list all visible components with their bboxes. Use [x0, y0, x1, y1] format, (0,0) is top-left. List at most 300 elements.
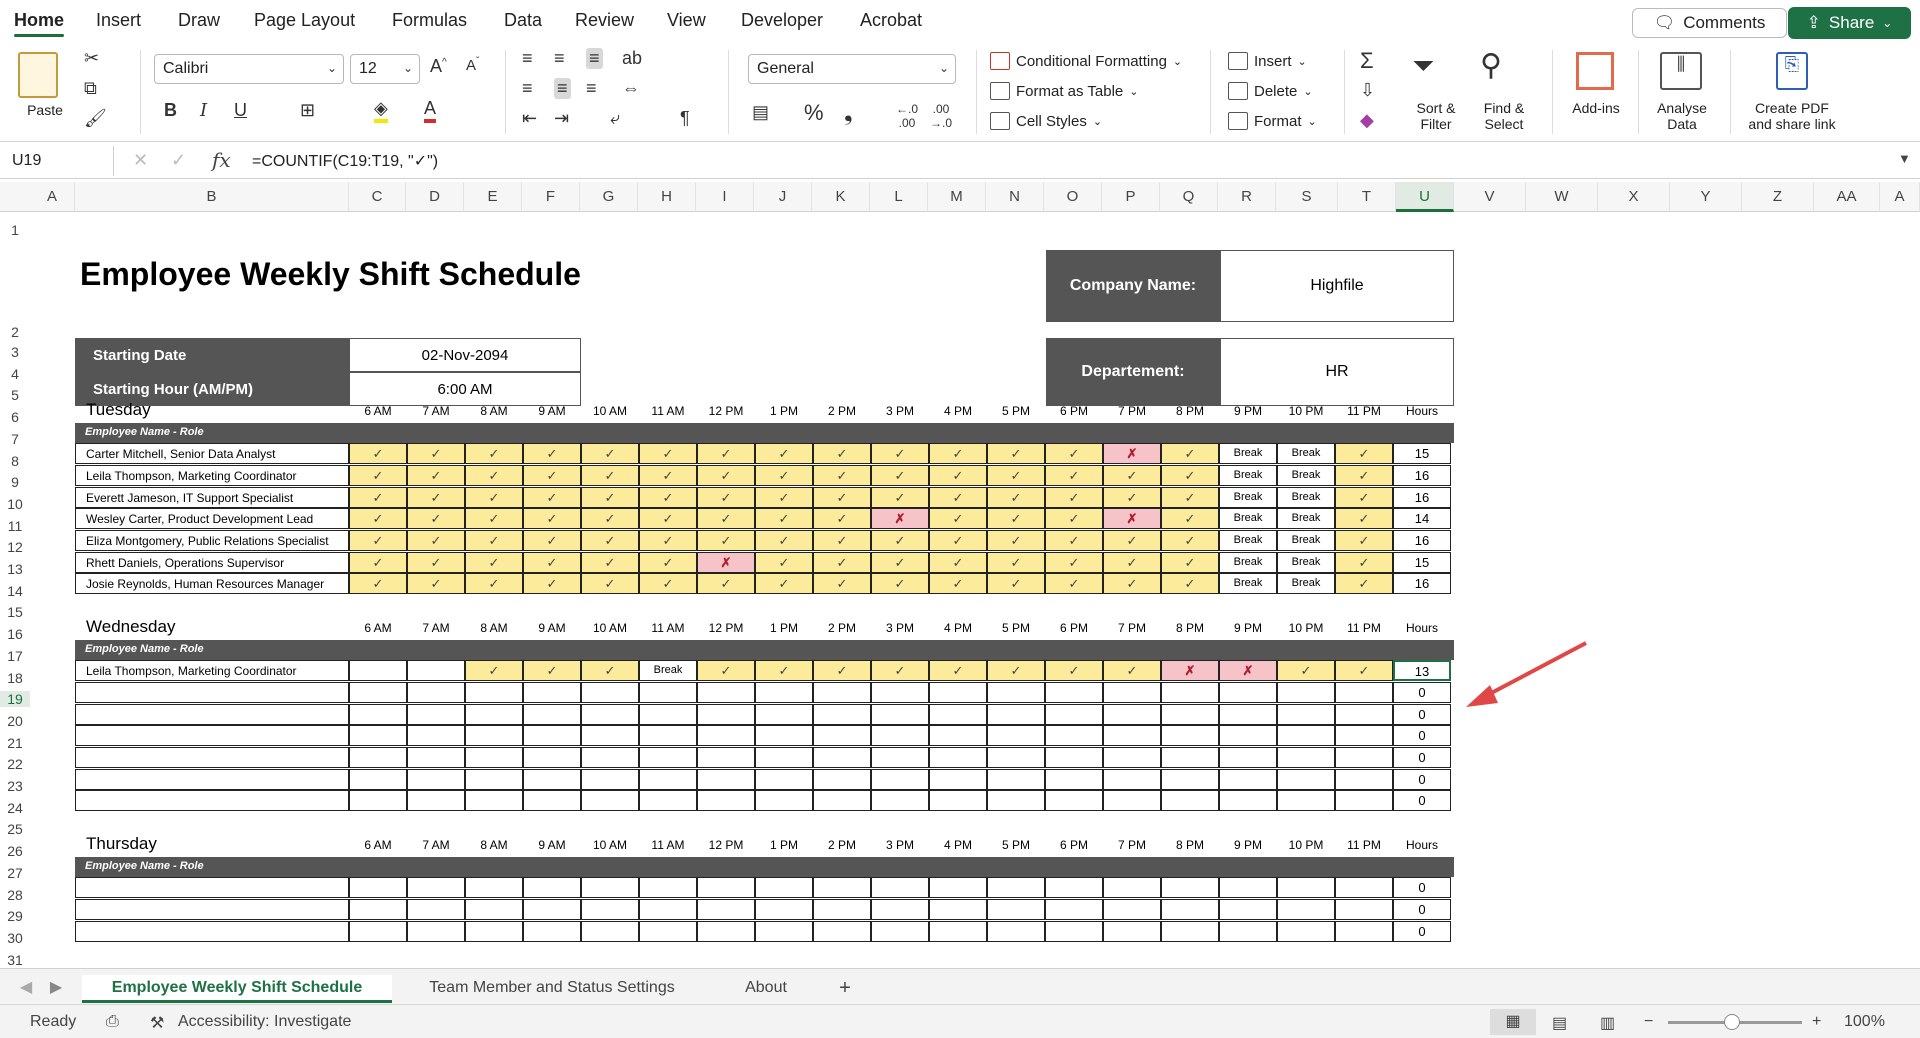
row-header-31[interactable]: 31 — [7, 951, 23, 968]
hours-total-cell[interactable]: 16 — [1393, 530, 1451, 551]
shift-slot-cell[interactable]: ✓ — [813, 443, 871, 464]
fill-color-icon[interactable]: ◈ — [374, 98, 388, 123]
shift-slot-cell[interactable]: ✓ — [349, 530, 407, 551]
merge-icon[interactable]: ⇔ — [622, 78, 640, 98]
column-header-q[interactable]: Q — [1160, 182, 1218, 212]
shift-slot-cell[interactable] — [1161, 747, 1219, 768]
shift-slot-cell[interactable]: ✓ — [1045, 465, 1103, 486]
row-header-27[interactable]: 27 — [7, 864, 23, 881]
shift-slot-cell[interactable] — [987, 769, 1045, 790]
shift-slot-cell[interactable]: ✓ — [697, 573, 755, 594]
shift-slot-cell[interactable]: ✓ — [349, 552, 407, 573]
shift-slot-cell[interactable]: ✓ — [407, 530, 465, 551]
shift-slot-cell[interactable]: ✓ — [465, 443, 523, 464]
shift-slot-cell[interactable] — [755, 704, 813, 725]
employee-name-cell[interactable]: Carter Mitchell, Senior Data Analyst — [75, 443, 349, 464]
employee-name-cell[interactable]: Rhett Daniels, Operations Supervisor — [75, 552, 349, 573]
shift-slot-cell[interactable]: ✓ — [1161, 465, 1219, 486]
shift-slot-cell[interactable] — [871, 899, 929, 920]
column-header-s[interactable]: S — [1276, 182, 1338, 212]
shift-slot-cell[interactable]: ✓ — [581, 530, 639, 551]
shift-slot-cell[interactable]: Break — [639, 660, 697, 681]
shift-slot-cell[interactable] — [581, 747, 639, 768]
shift-slot-cell[interactable]: ✓ — [1045, 487, 1103, 508]
column-header-u[interactable]: U — [1396, 182, 1454, 212]
hours-total-cell[interactable]: 15 — [1393, 552, 1451, 573]
analyse-data-label-1[interactable]: Analyse — [1657, 100, 1707, 116]
shift-slot-cell[interactable]: ✓ — [987, 465, 1045, 486]
shift-slot-cell[interactable] — [407, 921, 465, 942]
accessibility-status[interactable]: Accessibility: Investigate — [178, 1013, 352, 1030]
tab-insert[interactable]: Insert — [96, 10, 142, 30]
increase-decimal-icon[interactable]: ←.0 .00 — [896, 102, 919, 130]
percent-icon[interactable]: % — [804, 100, 824, 125]
shift-slot-cell[interactable] — [929, 747, 987, 768]
shift-slot-cell[interactable]: ✓ — [639, 443, 697, 464]
shift-slot-cell[interactable]: ✓ — [1335, 660, 1393, 681]
shift-slot-cell[interactable] — [407, 704, 465, 725]
shift-slot-cell[interactable] — [871, 682, 929, 703]
page-break-view-icon[interactable]: ▥ — [1600, 1015, 1616, 1032]
zoom-level[interactable]: 100% — [1844, 1013, 1885, 1030]
shift-slot-cell[interactable]: ✓ — [639, 530, 697, 551]
shift-slot-cell[interactable] — [1219, 725, 1277, 746]
formula-input[interactable]: =COUNTIF(C19:T19, "✓") — [252, 153, 439, 170]
row-header-22[interactable]: 22 — [7, 756, 23, 773]
row-header-18[interactable]: 18 — [7, 669, 23, 686]
shift-slot-cell[interactable]: ✓ — [987, 487, 1045, 508]
shift-slot-cell[interactable] — [639, 921, 697, 942]
hours-total-cell[interactable]: 0 — [1393, 682, 1451, 703]
tab-formulas[interactable]: Formulas — [392, 10, 468, 30]
shift-slot-cell[interactable]: ✓ — [987, 443, 1045, 464]
add-sheet-button[interactable]: + — [839, 977, 851, 999]
shift-slot-cell[interactable]: ✓ — [523, 530, 581, 551]
find-select-label-2[interactable]: Select — [1484, 116, 1524, 132]
column-header-v[interactable]: V — [1454, 182, 1526, 212]
shift-slot-cell[interactable] — [813, 877, 871, 898]
shift-slot-cell[interactable]: ✓ — [465, 573, 523, 594]
fill-icon[interactable]: ⇩ — [1360, 80, 1376, 100]
employee-name-cell[interactable]: Josie Reynolds, Human Resources Manager — [75, 573, 349, 594]
shift-slot-cell[interactable] — [581, 704, 639, 725]
employee-name-cell[interactable]: Leila Thompson, Marketing Coordinator — [75, 465, 349, 486]
shift-slot-cell[interactable]: ✓ — [523, 573, 581, 594]
shift-slot-cell[interactable] — [407, 877, 465, 898]
shift-slot-cell[interactable] — [1277, 725, 1335, 746]
shift-slot-cell[interactable] — [1161, 899, 1219, 920]
shift-slot-cell[interactable]: ✓ — [755, 465, 813, 486]
conditional-formatting-button[interactable] — [990, 52, 1182, 70]
shift-slot-cell[interactable]: ✓ — [465, 660, 523, 681]
shift-slot-cell[interactable]: ✗ — [1219, 660, 1277, 681]
hours-total-cell[interactable]: 0 — [1393, 769, 1451, 790]
column-header-r[interactable]: R — [1218, 182, 1276, 212]
shift-slot-cell[interactable] — [1103, 682, 1161, 703]
shift-slot-cell[interactable]: ✓ — [1335, 508, 1393, 529]
shift-slot-cell[interactable]: Break — [1219, 573, 1277, 594]
shift-slot-cell[interactable]: ✓ — [1103, 465, 1161, 486]
shift-slot-cell[interactable]: ✓ — [349, 443, 407, 464]
shift-slot-cell[interactable]: ✓ — [465, 508, 523, 529]
shift-slot-cell[interactable]: ✓ — [1103, 530, 1161, 551]
align-top-icon[interactable]: ≡ — [522, 48, 533, 68]
sheet-tab-3[interactable]: About — [745, 979, 787, 996]
shift-slot-cell[interactable]: ✓ — [755, 530, 813, 551]
shift-slot-cell[interactable] — [1335, 921, 1393, 942]
shift-slot-cell[interactable] — [1277, 682, 1335, 703]
share-button[interactable] — [1788, 7, 1911, 39]
tab-acrobat[interactable]: Acrobat — [860, 10, 923, 30]
increase-font-icon[interactable]: A^ — [430, 56, 447, 76]
shift-slot-cell[interactable] — [755, 725, 813, 746]
sort-filter-icon[interactable]: ⏷ — [1412, 50, 1435, 81]
shift-slot-cell[interactable]: Break — [1219, 508, 1277, 529]
shift-slot-cell[interactable] — [1161, 682, 1219, 703]
employee-name-cell[interactable]: Everett Jameson, IT Support Specialist — [75, 487, 349, 508]
column-header-i[interactable]: I — [696, 182, 754, 212]
shift-slot-cell[interactable] — [987, 790, 1045, 811]
shift-slot-cell[interactable]: ✓ — [639, 465, 697, 486]
shift-slot-cell[interactable] — [639, 747, 697, 768]
shift-slot-cell[interactable] — [1161, 725, 1219, 746]
hours-total-cell[interactable]: 15 — [1393, 443, 1451, 464]
shift-slot-cell[interactable] — [523, 725, 581, 746]
row-header-2[interactable]: 2 — [11, 324, 19, 340]
tab-data[interactable]: Data — [504, 10, 543, 30]
shift-slot-cell[interactable] — [1103, 769, 1161, 790]
shift-slot-cell[interactable] — [755, 899, 813, 920]
row-header-4[interactable]: 4 — [11, 365, 19, 382]
paragraph-icon[interactable]: ¶ — [680, 108, 690, 128]
shift-slot-cell[interactable] — [987, 725, 1045, 746]
shift-slot-cell[interactable] — [813, 769, 871, 790]
shift-slot-cell[interactable] — [1277, 769, 1335, 790]
shift-slot-cell[interactable]: ✓ — [407, 508, 465, 529]
shift-slot-cell[interactable] — [1335, 899, 1393, 920]
paste-icon[interactable] — [18, 52, 58, 98]
column-header-m[interactable]: M — [928, 182, 986, 212]
shift-slot-cell[interactable] — [987, 921, 1045, 942]
accessibility-icon[interactable]: ⚒ — [150, 1015, 165, 1032]
shift-slot-cell[interactable]: ✓ — [755, 660, 813, 681]
shift-slot-cell[interactable] — [407, 725, 465, 746]
row-header-30[interactable]: 30 — [7, 929, 23, 946]
shift-slot-cell[interactable] — [349, 682, 407, 703]
row-header-3[interactable]: 3 — [11, 344, 19, 360]
format-as-table-button[interactable] — [990, 82, 1139, 100]
zoom-out-icon[interactable]: − — [1644, 1013, 1654, 1030]
employee-name-cell[interactable] — [75, 790, 349, 811]
shift-slot-cell[interactable] — [465, 921, 523, 942]
shift-slot-cell[interactable]: Break — [1277, 443, 1335, 464]
shift-slot-cell[interactable]: ✓ — [465, 530, 523, 551]
employee-name-cell[interactable] — [75, 682, 349, 703]
hours-total-cell[interactable]: 16 — [1393, 573, 1451, 594]
align-bottom-icon[interactable]: ≡ — [586, 48, 603, 69]
shift-slot-cell[interactable] — [1103, 725, 1161, 746]
shift-slot-cell[interactable] — [755, 877, 813, 898]
shift-slot-cell[interactable] — [523, 921, 581, 942]
shift-slot-cell[interactable] — [639, 899, 697, 920]
insert-cells-button[interactable] — [1228, 52, 1307, 70]
format-cells-button[interactable] — [1228, 112, 1317, 130]
tab-developer[interactable]: Developer — [741, 10, 824, 30]
shift-slot-cell[interactable]: ✓ — [871, 487, 929, 508]
shift-slot-cell[interactable] — [929, 725, 987, 746]
column-header-o[interactable]: O — [1044, 182, 1102, 212]
shift-slot-cell[interactable] — [349, 660, 407, 681]
shift-slot-cell[interactable]: ✓ — [1161, 508, 1219, 529]
shift-slot-cell[interactable]: ✓ — [813, 660, 871, 681]
shift-slot-cell[interactable]: ✓ — [581, 443, 639, 464]
row-header-10[interactable]: 10 — [7, 495, 23, 512]
align-right-icon[interactable]: ≡ — [586, 78, 597, 98]
employee-name-cell[interactable]: Leila Thompson, Marketing Coordinator — [75, 660, 349, 681]
shift-slot-cell[interactable] — [697, 899, 755, 920]
row-header-17[interactable]: 17 — [7, 647, 23, 664]
shift-slot-cell[interactable] — [407, 769, 465, 790]
shift-slot-cell[interactable] — [697, 704, 755, 725]
shift-slot-cell[interactable]: ✓ — [1103, 573, 1161, 594]
shift-slot-cell[interactable] — [1103, 704, 1161, 725]
row-header-20[interactable]: 20 — [7, 712, 23, 729]
shift-slot-cell[interactable]: Break — [1277, 530, 1335, 551]
scroll-left-icon[interactable]: ◀ — [19, 979, 33, 996]
pdf-icon[interactable]: ⎘ — [1776, 52, 1808, 90]
column-header-x[interactable]: X — [1598, 182, 1670, 212]
align-center-icon[interactable]: ≡ — [554, 78, 571, 99]
hours-total-cell[interactable]: 14 — [1393, 508, 1451, 529]
shift-slot-cell[interactable]: ✓ — [639, 487, 697, 508]
shift-slot-cell[interactable] — [1103, 747, 1161, 768]
column-header-e[interactable]: E — [464, 182, 522, 212]
normal-view-icon[interactable]: ▦ — [1490, 1009, 1536, 1035]
shift-slot-cell[interactable] — [929, 682, 987, 703]
shift-slot-cell[interactable] — [349, 769, 407, 790]
shift-slot-cell[interactable] — [697, 769, 755, 790]
hours-total-cell[interactable]: 0 — [1393, 790, 1451, 811]
name-box[interactable]: U19 — [0, 146, 114, 176]
employee-name-cell[interactable] — [75, 725, 349, 746]
comma-style-icon[interactable]: ❟ — [844, 100, 853, 125]
shift-slot-cell[interactable] — [1219, 769, 1277, 790]
decrease-decimal-icon[interactable]: .00 →.0 — [930, 102, 953, 130]
font-size-dropdown[interactable] — [350, 54, 420, 84]
shift-slot-cell[interactable] — [581, 769, 639, 790]
shift-slot-cell[interactable] — [813, 899, 871, 920]
employee-name-cell[interactable] — [75, 921, 349, 942]
hours-total-cell[interactable]: 0 — [1393, 747, 1451, 768]
shift-slot-cell[interactable]: ✓ — [1335, 573, 1393, 594]
hours-total-cell[interactable]: 0 — [1393, 921, 1451, 942]
hours-total-cell[interactable]: 0 — [1393, 899, 1451, 920]
shift-slot-cell[interactable]: ✓ — [1161, 487, 1219, 508]
column-header-a[interactable]: A — [30, 182, 75, 212]
shift-slot-cell[interactable]: ✓ — [1045, 530, 1103, 551]
shift-slot-cell[interactable]: Break — [1219, 530, 1277, 551]
shift-slot-cell[interactable] — [697, 747, 755, 768]
row-header-15[interactable]: 15 — [7, 604, 23, 621]
shift-slot-cell[interactable]: ✓ — [929, 530, 987, 551]
shift-slot-cell[interactable] — [697, 725, 755, 746]
row-header-29[interactable]: 29 — [7, 908, 23, 925]
comments-button[interactable] — [1632, 8, 1787, 38]
shift-slot-cell[interactable]: ✓ — [1335, 552, 1393, 573]
shift-slot-cell[interactable] — [407, 747, 465, 768]
sheet-tab-2[interactable]: Team Member and Status Settings — [429, 979, 675, 996]
row-header-21[interactable]: 21 — [7, 734, 23, 751]
shift-slot-cell[interactable]: ✓ — [871, 465, 929, 486]
shift-slot-cell[interactable] — [1103, 790, 1161, 811]
shift-slot-cell[interactable] — [639, 725, 697, 746]
shift-slot-cell[interactable] — [871, 921, 929, 942]
shift-slot-cell[interactable] — [581, 899, 639, 920]
shift-slot-cell[interactable]: ✓ — [407, 552, 465, 573]
shift-slot-cell[interactable]: ✓ — [581, 660, 639, 681]
wrap-text-icon[interactable]: ⤶ — [610, 108, 621, 128]
orientation-icon[interactable]: ab — [622, 48, 643, 68]
employee-name-cell[interactable] — [75, 899, 349, 920]
column-header-k[interactable]: K — [812, 182, 870, 212]
shift-slot-cell[interactable] — [1045, 725, 1103, 746]
shift-slot-cell[interactable] — [639, 769, 697, 790]
row-header-8[interactable]: 8 — [11, 452, 19, 469]
shift-slot-cell[interactable] — [1045, 682, 1103, 703]
shift-slot-cell[interactable]: ✓ — [987, 530, 1045, 551]
shift-slot-cell[interactable] — [1045, 704, 1103, 725]
shift-slot-cell[interactable] — [1277, 790, 1335, 811]
shift-slot-cell[interactable] — [581, 877, 639, 898]
shift-slot-cell[interactable] — [1045, 747, 1103, 768]
shift-slot-cell[interactable] — [407, 899, 465, 920]
hours-total-cell[interactable]: 0 — [1393, 704, 1451, 725]
shift-slot-cell[interactable]: ✓ — [465, 465, 523, 486]
shift-slot-cell[interactable]: Break — [1219, 552, 1277, 573]
row-header-9[interactable]: 9 — [11, 474, 19, 491]
shift-slot-cell[interactable]: ✓ — [813, 487, 871, 508]
shift-slot-cell[interactable] — [929, 769, 987, 790]
sheet-tab-1[interactable]: Employee Weekly Shift Schedule — [82, 975, 392, 1003]
shift-slot-cell[interactable] — [755, 790, 813, 811]
clear-icon[interactable]: ◆ — [1360, 110, 1374, 130]
shift-slot-cell[interactable] — [813, 921, 871, 942]
employee-name-cell[interactable] — [75, 769, 349, 790]
column-header-n[interactable]: N — [986, 182, 1044, 212]
shift-slot-cell[interactable] — [1335, 790, 1393, 811]
shift-slot-cell[interactable] — [1219, 704, 1277, 725]
decrease-indent-icon[interactable]: ⇤ — [522, 108, 538, 128]
shift-slot-cell[interactable] — [1045, 877, 1103, 898]
shift-slot-cell[interactable] — [1161, 790, 1219, 811]
shift-slot-cell[interactable] — [523, 747, 581, 768]
shift-slot-cell[interactable] — [929, 899, 987, 920]
shift-slot-cell[interactable] — [349, 747, 407, 768]
shift-slot-cell[interactable]: ✓ — [755, 487, 813, 508]
shift-slot-cell[interactable]: ✓ — [871, 660, 929, 681]
add-ins-label[interactable]: Add-ins — [1572, 100, 1620, 116]
shift-slot-cell[interactable] — [1277, 877, 1335, 898]
insert-function-icon[interactable]: fx — [212, 148, 231, 172]
increase-indent-icon[interactable]: ⇥ — [554, 108, 570, 128]
shift-slot-cell[interactable] — [465, 790, 523, 811]
shift-slot-cell[interactable] — [639, 704, 697, 725]
shift-slot-cell[interactable] — [349, 790, 407, 811]
shift-slot-cell[interactable]: Break — [1277, 465, 1335, 486]
shift-slot-cell[interactable] — [987, 682, 1045, 703]
hours-total-cell[interactable]: 0 — [1393, 725, 1451, 746]
shift-slot-cell[interactable]: ✓ — [929, 660, 987, 681]
accounting-format-icon[interactable]: ▤ — [752, 102, 770, 122]
shift-slot-cell[interactable] — [1277, 899, 1335, 920]
shift-slot-cell[interactable]: ✓ — [1103, 487, 1161, 508]
shift-slot-cell[interactable]: ✓ — [697, 487, 755, 508]
shift-slot-cell[interactable] — [523, 899, 581, 920]
shift-slot-cell[interactable]: ✓ — [581, 573, 639, 594]
shift-slot-cell[interactable]: ✓ — [755, 443, 813, 464]
underline-icon[interactable]: U — [234, 100, 247, 120]
shift-slot-cell[interactable]: ✓ — [1045, 660, 1103, 681]
employee-name-cell[interactable] — [75, 877, 349, 898]
autosum-icon[interactable]: Σ — [1360, 48, 1374, 73]
row-header-14[interactable]: 14 — [7, 582, 23, 599]
shift-slot-cell[interactable]: ✓ — [1335, 530, 1393, 551]
chevron-down-icon[interactable]: ▼ — [1898, 151, 1911, 166]
analyse-data-label-2[interactable]: Data — [1667, 116, 1697, 132]
sort-filter-label-2[interactable]: Filter — [1420, 116, 1452, 132]
shift-slot-cell[interactable]: ✓ — [523, 660, 581, 681]
shift-slot-cell[interactable]: ✓ — [523, 487, 581, 508]
find-select-label-1[interactable]: Find & — [1483, 100, 1525, 116]
shift-slot-cell[interactable] — [349, 725, 407, 746]
delete-cells-button[interactable] — [1228, 82, 1313, 100]
shift-slot-cell[interactable]: ✓ — [349, 508, 407, 529]
shift-slot-cell[interactable] — [813, 747, 871, 768]
column-header-w[interactable]: W — [1526, 182, 1598, 212]
row-header-7[interactable]: 7 — [11, 430, 19, 447]
column-header-d[interactable]: D — [406, 182, 464, 212]
shift-slot-cell[interactable]: ✓ — [755, 573, 813, 594]
shift-slot-cell[interactable] — [987, 704, 1045, 725]
align-middle-icon[interactable]: ≡ — [554, 48, 565, 68]
shift-slot-cell[interactable]: ✗ — [1103, 508, 1161, 529]
shift-slot-cell[interactable] — [407, 682, 465, 703]
shift-slot-cell[interactable] — [465, 725, 523, 746]
active-cell-hours[interactable]: 13 — [1393, 660, 1451, 681]
company-name-value[interactable]: Highfile — [1220, 250, 1454, 322]
shift-slot-cell[interactable] — [639, 790, 697, 811]
shift-slot-cell[interactable] — [349, 877, 407, 898]
shift-slot-cell[interactable]: Break — [1219, 465, 1277, 486]
shift-slot-cell[interactable] — [871, 725, 929, 746]
shift-slot-cell[interactable] — [581, 921, 639, 942]
sort-filter-label-1[interactable]: Sort & — [1416, 100, 1456, 116]
shift-slot-cell[interactable] — [871, 704, 929, 725]
shift-slot-cell[interactable]: ✓ — [929, 443, 987, 464]
shift-slot-cell[interactable] — [697, 877, 755, 898]
shift-slot-cell[interactable] — [929, 921, 987, 942]
shift-slot-cell[interactable] — [581, 682, 639, 703]
shift-slot-cell[interactable] — [465, 682, 523, 703]
row-header-19[interactable]: 19 — [0, 691, 30, 707]
row-header-28[interactable]: 28 — [7, 886, 23, 903]
shift-slot-cell[interactable]: ✓ — [929, 508, 987, 529]
shift-slot-cell[interactable] — [871, 790, 929, 811]
copy-icon[interactable]: ⧉ — [84, 78, 97, 98]
shift-slot-cell[interactable] — [755, 921, 813, 942]
shift-slot-cell[interactable]: ✓ — [407, 465, 465, 486]
shift-slot-cell[interactable]: ✓ — [871, 573, 929, 594]
